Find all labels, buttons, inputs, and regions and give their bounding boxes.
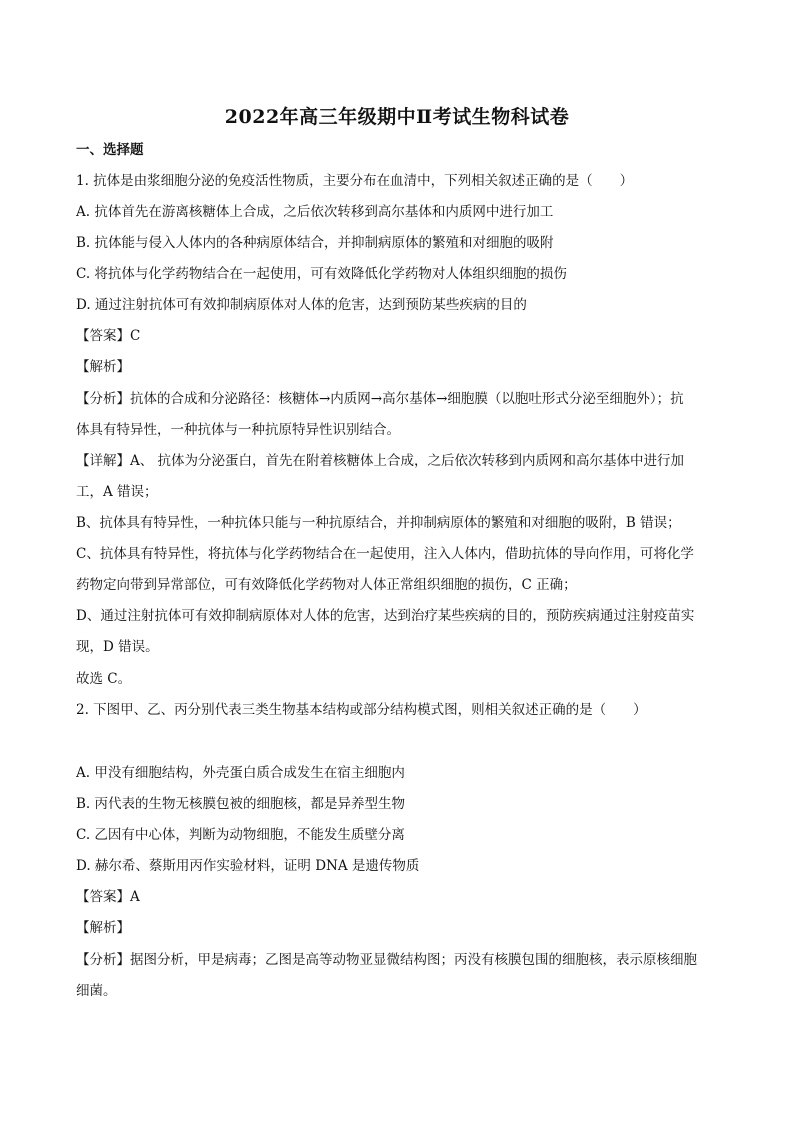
question-1-option-a: A. 抗体首先在游离核糖体上合成，之后依次转移到高尔基体和内质网中进行加工 bbox=[76, 204, 554, 220]
question-1-analysis-line: C、抗体具有特异性，将抗体与化学药物结合在一起使用，注入人体内，借助抗体的导向作用，可将化学 bbox=[76, 546, 694, 562]
question-1-analysis-line: 故选 C。 bbox=[76, 671, 132, 687]
page-title: 2022年高三年级期中Ⅱ考试生物科试卷 bbox=[224, 106, 570, 128]
question-2-analysis-header: 【解析】 bbox=[76, 920, 130, 936]
question-1-analysis-line: 现，D 错误。 bbox=[76, 639, 159, 655]
section-heading: 一、选择题 bbox=[76, 142, 144, 158]
question-2-option-b: B. 丙代表的生物无核膜包被的细胞核，都是异养型生物 bbox=[76, 796, 406, 812]
question-1-analysis-header: 【解析】 bbox=[76, 359, 130, 375]
question-1-analysis-line: B、抗体具有特异性，一种抗体只能与一种抗原结合，并抑制病原体的繁殖和对细胞的吸附，B 错误； bbox=[76, 515, 681, 531]
question-1-option-c: C. 将抗体与化学药物结合在一起使用，可有效降低化学药物对人体组织细胞的损伤 bbox=[76, 266, 567, 282]
question-1-analysis-line: 工，A 错误； bbox=[76, 484, 158, 500]
question-2-option-c: C. 乙因有中心体，判断为动物细胞，不能发生质壁分离 bbox=[76, 827, 405, 843]
question-1-analysis-line: 药物定向带到异常部位，可有效降低化学药物对人体正常组织细胞的损伤，C 正确； bbox=[76, 577, 577, 593]
question-1-option-b: B. 抗体能与侵入人体内的各种病原体结合，并抑制病原体的繁殖和对细胞的吸附 bbox=[76, 235, 554, 251]
question-2-answer: 【答案】A bbox=[76, 889, 140, 905]
question-1-analysis-line: 【详解】A、 抗体为分泌蛋白，首先在附着核糖体上合成，之后依次转移到内质网和高尔基体中进行加 bbox=[76, 453, 685, 469]
question-2-stem: 2. 下图甲、乙、丙分别代表三类生物基本结构或部分结构模式图，则相关叙述正确的是（ ） bbox=[76, 702, 647, 718]
question-1-answer: 【答案】C bbox=[76, 328, 141, 344]
question-2-analysis-line: 细菌。 bbox=[76, 983, 117, 999]
question-2-option-d: D. 赫尔希、蔡斯用丙作实验材料，证明 DNA 是遗传物质 bbox=[76, 858, 420, 874]
question-1-analysis-line: D、通过注射抗体可有效抑制病原体对人体的危害，达到治疗某些疾病的目的，预防疾病通过注射疫苗实 bbox=[76, 608, 695, 624]
question-1-option-d: D. 通过注射抗体可有效抑制病原体对人体的危害，达到预防某些疾病的目的 bbox=[76, 297, 527, 313]
question-1-stem: 1. 抗体是由浆细胞分泌的免疫活性物质，主要分布在血清中，下列相关叙述正确的是（ ） bbox=[76, 173, 634, 189]
question-2-option-a: A. 甲没有细胞结构，外壳蛋白质合成发生在宿主细胞内 bbox=[76, 765, 405, 781]
question-1-analysis-line: 体具有特异性，一种抗体与一种抗原特异性识别结合。 bbox=[76, 422, 400, 438]
question-2-analysis-line: 【分析】据图分析，甲是病毒；乙图是高等动物亚显微结构图；丙没有核膜包围的细胞核，表示原核细胞 bbox=[76, 952, 697, 968]
question-1-analysis-line: 【分析】抗体的合成和分泌路径：核糖体→内质网→高尔基体→细胞膜（以胞吐形式分泌至细胞外）；抗 bbox=[76, 391, 684, 407]
